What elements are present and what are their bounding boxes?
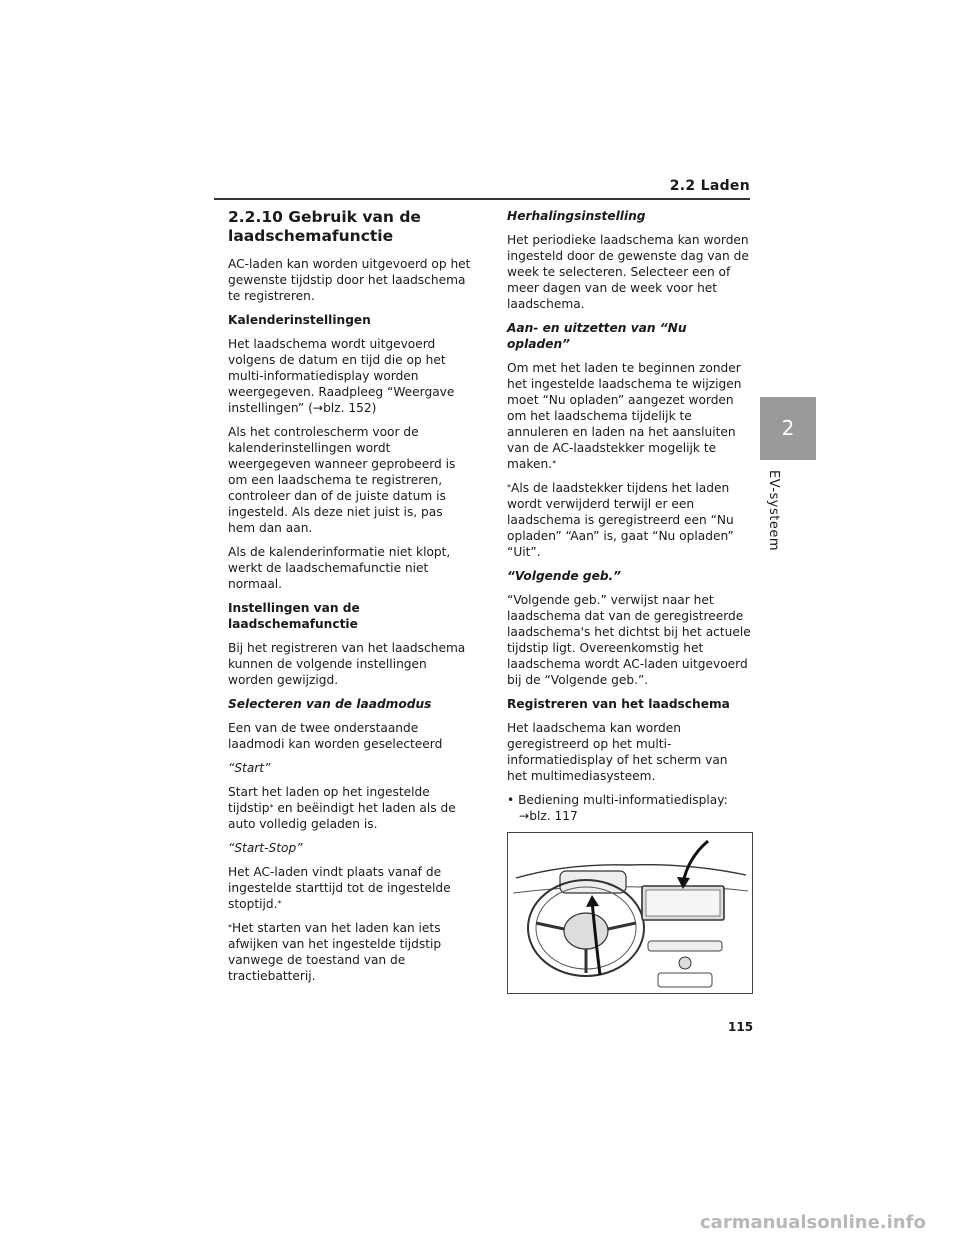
footnote-text: Het starten van het laden kan iets afwijken van het ingestelde tijdstip vanwege de toestand van de tractiebatterij. xyxy=(228,921,442,983)
startstop-label: “Start-Stop” xyxy=(228,841,303,855)
dashboard-illustration xyxy=(507,832,753,994)
chapter-label: EV-systeem xyxy=(766,470,781,552)
kalender-paragraph-1: Het laadschema wordt uitgevoerd volgens de datum en tijd die op het multi-informatiedisplay worden weergegeven. Raadpleeg “Weergave instellingen” (→blz. 152) xyxy=(228,337,455,415)
footnote-marker: * xyxy=(277,899,282,908)
registreren-paragraph: Het laadschema kan worden geregistreerd op het multi-informatiedisplay of het scherm van het multimediasysteem. xyxy=(507,721,728,783)
instellingen-heading: Instellingen van de laadschemafunctie xyxy=(228,601,360,631)
herhaling-heading: Herhalingsinstelling xyxy=(507,209,646,223)
footnote-marker: * xyxy=(269,803,274,812)
header-rule xyxy=(214,198,750,200)
instellingen-paragraph: Bij het registreren van het laadschema kunnen de volgende instellingen worden gewijzigd. xyxy=(228,641,466,687)
nu-opladen-footnote-text: Als de laadstekker tijdens het laden wordt verwijderd terwijl er een laadschema is geregistreerd een “Nu opladen” “Aan” is, gaat “Nu opladen” “Uit”. xyxy=(507,481,734,559)
page-title: 2.2.10 Gebruik van de laadschemafunctie xyxy=(228,208,421,245)
herhaling-paragraph: Het periodieke laadschema kan worden ingesteld door de gewenste dag van de week te selecteren. Selecteer een of meer dagen van de week voor het laadschema. xyxy=(507,233,749,311)
nu-opladen-heading: Aan- en uitzetten van “Nu opladen” xyxy=(507,321,687,351)
nu-opladen-footnote xyxy=(507,480,751,560)
intro-paragraph: AC-laden kan worden uitgevoerd op het gewenste tijdstip door het laadschema te registreren. xyxy=(228,257,471,303)
volgende-paragraph: “Volgende geb.” verwijst naar het laadschema dat van de geregistreerde laadschema's het dichtst bij het actuele tijdstip ligt. Overeenkomstig het laadschema wordt AC-laden uitgevoerd bij de “Volgende geb.”. xyxy=(507,593,751,687)
watermark: carmanualsonline.info xyxy=(700,1212,926,1233)
kalender-paragraph-2: Als het controlescherm voor de kalenderinstellingen wordt weergegeven wanneer geprobeerd is om een laadschema te registreren, controleer dan of de juiste datum is ingesteld. Als deze niet juist is, pas hem dan aan. xyxy=(228,425,456,535)
startstop-text: Het AC-laden vindt plaats vanaf de ingestelde starttijd tot de ingestelde stoptijd. xyxy=(228,865,451,911)
dashboard-drawing xyxy=(508,833,752,993)
laadmodus-heading: Selecteren van de laadmodus xyxy=(228,697,432,711)
startstop-paragraph xyxy=(228,864,472,912)
footnote-marker: * xyxy=(552,459,557,468)
registreren-heading: Registreren van het laadschema xyxy=(507,697,730,711)
right-column xyxy=(507,208,751,872)
left-column xyxy=(228,208,472,992)
chapter-tab: 2 xyxy=(760,397,816,460)
nu-opladen-paragraph xyxy=(507,360,751,472)
footnote xyxy=(228,920,472,984)
start-label: “Start” xyxy=(228,761,271,775)
kalender-paragraph-3: Als de kalenderinformatie niet klopt, werkt de laadschemafunctie niet normaal. xyxy=(228,545,451,591)
kalender-heading: Kalenderinstellingen xyxy=(228,313,371,327)
section-header: 2.2 Laden xyxy=(669,178,750,194)
start-paragraph xyxy=(228,784,472,832)
footnote-marker: * xyxy=(228,923,232,932)
start-text-2: en beëindigt het laden als de auto volledig geladen is. xyxy=(228,801,456,831)
nu-opladen-text: Om met het laden te beginnen zonder het ingestelde laadschema te wijzigen moet “Nu opladen” aangezet worden om het laadschema tijdelijk te annuleren en laden na het aansluiten van de AC-laadstekker mogelijk te maken. xyxy=(507,361,742,471)
laadmodus-paragraph: Een van de twee onderstaande laadmodi kan worden geselecteerd xyxy=(228,721,443,751)
bullet-mid: • Bediening multi-informatiedisplay: →blz. 117 xyxy=(507,793,728,823)
start-text: Start het laden op het ingestelde tijdstip xyxy=(228,785,430,815)
volgende-heading: “Volgende geb.” xyxy=(507,569,622,583)
footnote-marker: * xyxy=(507,483,511,492)
page-number: 115 xyxy=(728,1020,754,1034)
